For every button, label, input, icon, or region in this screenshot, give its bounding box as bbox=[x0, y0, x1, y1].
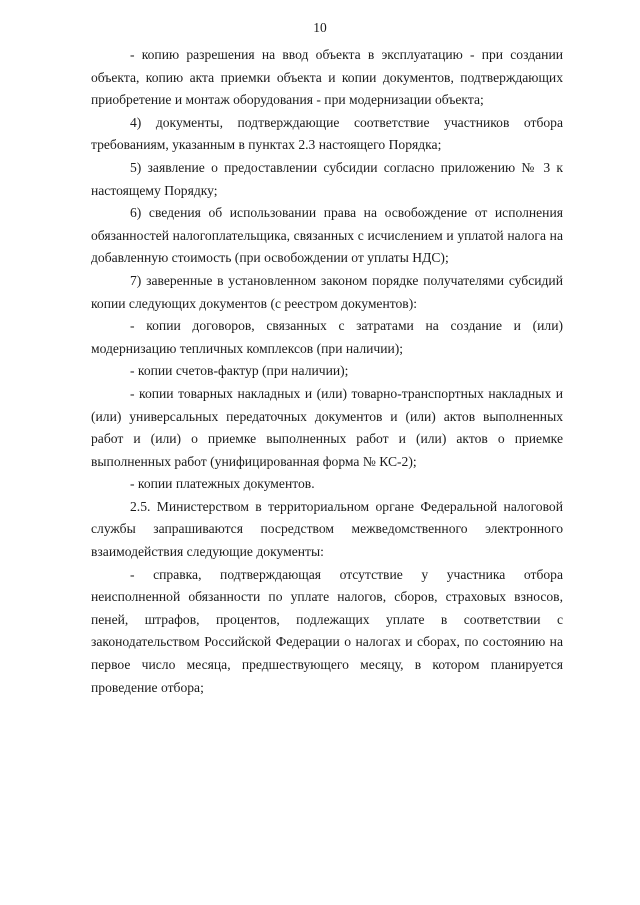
paragraph-item-4: 4) документы, подтверждающие соответствие участников отбора требованиям, указанным в пунктах 2.3 настоящего Порядка; bbox=[91, 114, 563, 153]
paragraph-item-5: 5) заявление о предоставлении субсидии согласно приложению № 3 к настоящему Порядку; bbox=[91, 159, 563, 198]
document-body bbox=[91, 44, 563, 699]
paragraph-waybills-copies: - копии товарных накладных и (или) товарно-транспортных накладных и (или) универсальных передаточных документов и (или) актов выполненных работ и (или) о приемке выполненных работ и (или) актов о приемке выполненных работ (унифицированная форма № КС-2); bbox=[91, 385, 563, 469]
paragraph-tax-certificate: - справка, подтверждающая отсутствие у участника отбора неисполненной обязанности по уплате налогов, сборов, страховых взносов, пеней, штрафов, процентов, подлежащих уплате в соответствии с законодательством Российской Федерации о налогах и сборах, по состоянию на первое число месяца, предшествующего месяцу, в котором планируется проведение отбора; bbox=[91, 566, 563, 695]
page-number: 10 bbox=[313, 20, 327, 35]
paragraph-item-6: 6) сведения об использовании права на освобождение от исполнения обязанностей налогоплательщика, связанных с исчислением и уплатой налога на добавленную стоимость (при освобождении от уплаты НДС); bbox=[91, 205, 563, 266]
paragraph-contracts-copies: - копии договоров, связанных с затратами на создание и (или) модернизацию тепличных комплексов (при наличии); bbox=[91, 318, 563, 356]
paragraph-payment-docs: - копии платежных документов. bbox=[130, 476, 315, 492]
paragraph-invoices-copies: - копии счетов-фактур (при наличии); bbox=[130, 363, 349, 379]
paragraph-item-7: 7) заверенные в установленном законом порядке получателями субсидий копии следующих документов (с реестром документов): bbox=[91, 272, 563, 311]
paragraph-permit-copy: - копию разрешения на ввод объекта в эксплуатацию - при создании объекта, копию акта приемки объекта и копии документов, подтверждающих приобретение и монтаж оборудования - при модернизации объекта; bbox=[91, 47, 563, 108]
paragraph-section-2-5: 2.5. Министерством в территориальном органе Федеральной налоговой службы запрашиваются посредством межведомственного электронного взаимодействия следующие документы: bbox=[91, 498, 563, 560]
